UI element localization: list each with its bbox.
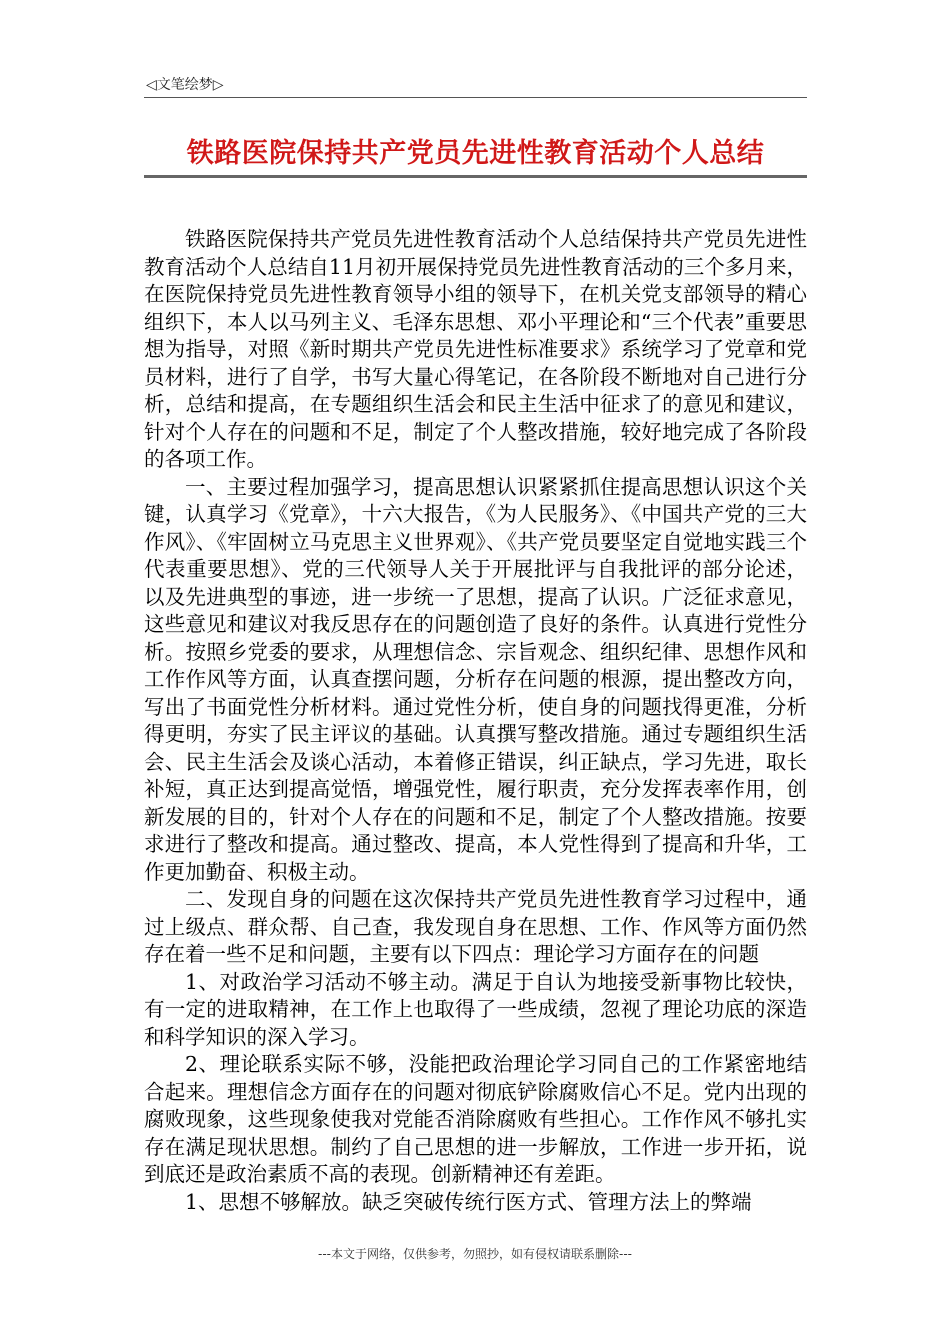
title-divider [144,175,807,178]
header-mark: ◁文笔绘梦▷ [146,77,224,93]
paragraph-item-2: 2、理论联系实际不够，没能把政治理论学习同自己的工作紧密地结合起来。理想信念方面存在的问题对彻底铲除腐败信心不足。党内出现的腐败现象，这些现象使我对党能否消除腐败有些担心。工作作风不够扎实存在满足现状思想。制约了自己思想的进一步解放，工作进一步开拓，说到底还是政治素质不高的表现。创新精神还有差距。 [144,1052,807,1186]
paragraph-intro: 铁路医院保持共产党员先进性教育活动个人总结保持共产党员先进性教育活动个人总结自11月初开展保持党员先进性教育活动的三个多月来，在医院保持党员先进性教育领导小组的领导下，在机关党支部领导的精心组织下，本人以马列主义、毛泽东思想、邓小平理论和“三个代表”重要思想为指导，对照《新时期共产党员先进性标准要求》系统学习了党章和党员材料，进行了自学，书写大量心得笔记，在各阶段不断地对自己进行分析，总结和提高，在专题组织生活会和民主生活中征求了的意见和建议，针对个人存在的问题和不足，制定了个人整改措施，较好地完成了各阶段的各项工作。 [144,227,807,471]
header-divider [144,97,807,98]
document-title: 铁路医院保持共产党员先进性教育活动个人总结 [186,138,765,169]
paragraph-section-1: 一、主要过程加强学习，提高思想认识紧紧抓住提高思想认识这个关键，认真学习《党章》，十六大报告，《为人民服务》、《中国共产党的三大作风》、《牢固树立马克思主义世界观》、《共产党员要坚定自觉地实践三个代表重要思想》、党的三代领导人关于开展批评与自我批评的部分论述，以及先进典型的事迹，进一步统一了思想，提高了认识。广泛征求意见，这些意见和建议对我反思存在的问题创造了良好的条件。认真进行党性分析。按照乡党委的要求，从理想信念、宗旨观念、组织纪律、思想作风和工作作风等方面，认真查摆问题，分析存在问题的根源，提出整改方向，写出了书面党性分析材料。通过党性分析，使自身的问题找得更准，分析得更明，夯实了民主评议的基础。认真撰写整改措施。通过专题组织生活会、民主生活会及谈心活动，本着修正错误，纠正缺点，学习先进，取长补短，真正达到提高觉悟，增强党性，履行职责，充分发挥表率作用，创新发展的目的，针对个人存在的问题和不足，制定了个人整改措施。按要求进行了整改和提高。通过整改、提高，本人党性得到了提高和升华，工作更加勤奋、积极主动。 [144,474,807,884]
paragraph-section-2: 二、发现自身的问题在这次保持共产党员先进性教育学习过程中，通过上级点、群众帮、自己查，我发现自身在思想、工作、作风等方面仍然存在着一些不足和问题，主要有以下四点：理论学习方面存在的问题 [144,887,807,966]
footer-disclaimer: ---本文于网络，仅供参考，勿照抄，如有侵权请联系删除--- [318,1247,632,1261]
paragraph-item-1: 1、对政治学习活动不够主动。满足于自认为地接受新事物比较快，有一定的进取精神，在工作上也取得了一些成绩，忽视了理论功底的深造和科学知识的深入学习。 [144,969,807,1049]
document-body [144,226,807,1216]
paragraph-item-1b: 1、思想不够解放。缺乏突破传统行医方式、管理方法上的弊端 [185,1189,752,1214]
